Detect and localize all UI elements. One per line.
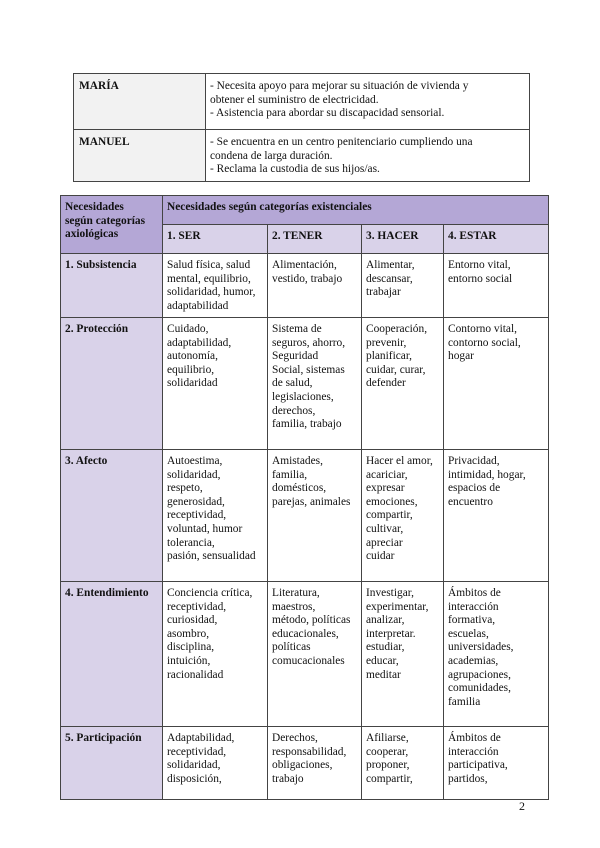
existential-group-header: Necesidades según categorías existenciales — [163, 196, 549, 225]
matrix-header-row — [61, 196, 549, 225]
matrix-cell-line: contorno social, — [448, 336, 521, 349]
matrix-cell-line: racionalidad — [167, 668, 224, 681]
matrix-row-label: 4. Entendimiento — [61, 582, 163, 727]
matrix-cell-line: equilibrio, — [167, 363, 215, 376]
matrix-cell-line: experimentar, — [366, 600, 429, 613]
column-header-ser: 1. SER — [163, 225, 268, 254]
matrix-cell-line: solidaridad, humor, — [167, 286, 256, 299]
matrix-cell-line: interpretar. — [366, 627, 416, 640]
matrix-cell-line: Adaptabilidad, — [167, 732, 235, 744]
matrix-cell-line: analizar, — [366, 614, 405, 627]
matrix-cell-line: meditar — [366, 668, 401, 681]
matrix-cell-line: Salud física, salud — [167, 259, 251, 271]
column-header-estar: 4. ESTAR — [444, 225, 549, 254]
matrix-cell-line: método, políticas — [272, 614, 351, 627]
matrix-cell — [163, 318, 268, 450]
matrix-cell-line: autonomía, — [167, 350, 218, 363]
matrix-cell-line: espacios de — [448, 482, 501, 495]
matrix-cell — [362, 254, 444, 318]
matrix-cell — [163, 450, 268, 582]
matrix-cell-line: maestros, — [272, 600, 316, 613]
case-description — [206, 130, 530, 182]
needs-matrix-table — [60, 195, 549, 800]
case-name: MANUEL — [74, 130, 206, 182]
matrix-cell-line: compartir, — [366, 772, 413, 785]
matrix-cell — [444, 727, 549, 800]
matrix-cell-line: comucacionales — [272, 654, 345, 667]
matrix-corner-header — [61, 196, 163, 254]
matrix-cell-line: familia, — [272, 468, 308, 481]
page-number: 2 — [519, 799, 525, 813]
matrix-cell-line: academias, — [448, 654, 499, 667]
matrix-cell-line: universidades, — [448, 641, 514, 654]
matrix-cell-line: receptividad, — [167, 745, 227, 758]
matrix-cell-line: educar, — [366, 654, 399, 667]
matrix-cell-line: acariciar, — [366, 468, 408, 481]
matrix-cell-line: emociones, — [366, 495, 418, 508]
matrix-cell-line: solidaridad, — [167, 759, 221, 772]
corner-line: axiológicas — [65, 228, 119, 241]
matrix-cell-line: partidos, — [448, 772, 488, 785]
matrix-cell-line: estudiar, — [366, 641, 405, 654]
matrix-cell-line: familia, trabajo — [272, 418, 342, 431]
matrix-cell — [444, 450, 549, 582]
matrix-cell — [163, 254, 268, 318]
matrix-cell-line: defender — [366, 377, 406, 390]
matrix-cell-line: asombro, — [167, 627, 210, 640]
matrix-cell-line: cooperar, — [366, 745, 409, 758]
matrix-cell — [444, 582, 549, 727]
matrix-cell-line: interacción — [448, 600, 499, 613]
matrix-cell-line: disciplina, — [167, 641, 215, 654]
matrix-cell-line: comunidades, — [448, 682, 511, 695]
matrix-cell-line: curiosidad, — [167, 614, 218, 627]
matrix-cell-line: Hacer el amor, — [366, 455, 433, 467]
column-header-tener: 2. TENER — [268, 225, 362, 254]
matrix-cell-line: Seguridad — [272, 350, 319, 363]
matrix-cell-line: respeto, — [167, 482, 203, 495]
matrix-cell-line: obligaciones, — [272, 759, 333, 772]
matrix-cell-line: pasión, sensualidad — [167, 550, 256, 563]
matrix-cell — [444, 318, 549, 450]
matrix-cell-line: expresar — [366, 482, 405, 495]
matrix-cell-line: trabajo — [272, 772, 304, 785]
matrix-cell-line: generosidad, — [167, 495, 225, 508]
matrix-cell-line: cuidar — [366, 550, 395, 563]
matrix-cell-line: Sistema de — [272, 323, 322, 335]
matrix-cell — [268, 727, 362, 800]
case-row — [74, 74, 530, 130]
case-description — [206, 74, 530, 130]
matrix-cell — [163, 727, 268, 800]
matrix-cell-line: educacionales, — [272, 627, 339, 640]
matrix-cell-line: Conciencia crítica, — [167, 587, 253, 599]
matrix-cell-line: legislaciones, — [272, 390, 334, 403]
case-description-line: - Necesita apoyo para mejorar su situación de vivienda y — [210, 80, 469, 92]
matrix-cell-line: Contorno vital, — [448, 323, 517, 335]
matrix-cell-line: adaptabilidad, — [167, 336, 232, 349]
matrix-cell — [268, 318, 362, 450]
case-description-line: - Reclama la custodia de sus hijos/as. — [210, 163, 380, 176]
matrix-cell-line: seguros, ahorro, — [272, 336, 346, 349]
matrix-cell-line: adaptabilidad — [167, 299, 229, 312]
case-table — [73, 73, 530, 182]
matrix-cell-line: encuentro — [448, 495, 493, 508]
matrix-cell-line: domésticos, — [272, 482, 327, 495]
matrix-cell-line: formativa, — [448, 614, 496, 627]
matrix-cell — [268, 582, 362, 727]
matrix-cell-line: Social, sistemas — [272, 363, 345, 376]
matrix-cell-line: mental, equilibrio, — [167, 272, 251, 285]
matrix-cell — [362, 450, 444, 582]
matrix-cell-line: Cuidado, — [167, 323, 209, 335]
matrix-cell-line: voluntad, humor — [167, 522, 243, 535]
matrix-cell-line: responsabilidad, — [272, 745, 347, 758]
matrix-cell-line: proponer, — [366, 759, 410, 772]
matrix-cell-line: Privacidad, — [448, 455, 500, 467]
case-description-line: condena de larga duración. — [210, 149, 333, 162]
matrix-cell-line: trabajar — [366, 286, 401, 299]
case-description-line: - Se encuentra en un centro penitenciario cumpliendo una — [210, 136, 473, 148]
matrix-cell — [268, 254, 362, 318]
matrix-cell-line: agrupaciones, — [448, 668, 511, 681]
matrix-cell-line: Literatura, — [272, 587, 320, 599]
matrix-cell-line: entorno social — [448, 272, 513, 285]
matrix-cell-line: Cooperación, — [366, 323, 428, 335]
matrix-cell-line: prevenir, — [366, 336, 407, 349]
matrix-cell-line: interacción — [448, 745, 499, 758]
matrix-row-label: 5. Participación — [61, 727, 163, 800]
matrix-cell-line: compartir, — [366, 509, 413, 522]
case-description-line: obtener el suministro de electricidad. — [210, 93, 379, 106]
matrix-cell-line: Alimentar, — [366, 259, 415, 271]
matrix-cell-line: escuelas, — [448, 627, 489, 640]
corner-line: según categorías — [65, 214, 146, 227]
matrix-cell-line: Alimentación, — [272, 259, 337, 271]
case-name: MARÍA — [74, 74, 206, 130]
matrix-cell-line: intimidad, hogar, — [448, 468, 526, 481]
matrix-cell-line: Afiliarse, — [366, 732, 409, 744]
matrix-cell-line: planificar, — [366, 350, 413, 363]
matrix-cell-line: Derechos, — [272, 732, 318, 744]
matrix-row — [61, 450, 549, 582]
matrix-cell-line: apreciar — [366, 536, 403, 549]
matrix-cell-line: derechos, — [272, 404, 316, 417]
matrix-cell-line: de salud, — [272, 377, 313, 390]
matrix-cell-line: cuidar, curar, — [366, 363, 426, 376]
matrix-cell — [362, 318, 444, 450]
corner-line: Necesidades — [65, 201, 124, 213]
matrix-cell-line: solidaridad, — [167, 468, 221, 481]
matrix-cell — [362, 582, 444, 727]
matrix-cell-line: Ámbitos de — [448, 587, 501, 599]
matrix-cell-line: familia — [448, 695, 481, 708]
matrix-row — [61, 254, 549, 318]
matrix-cell-line: descansar, — [366, 272, 413, 285]
matrix-row — [61, 727, 549, 800]
matrix-cell-line: cultivar, — [366, 522, 404, 535]
matrix-cell-line: receptividad, — [167, 600, 227, 613]
matrix-row-label: 1. Subsistencia — [61, 254, 163, 318]
matrix-cell-line: hogar — [448, 350, 474, 363]
matrix-cell — [362, 727, 444, 800]
matrix-cell-line: disposición, — [167, 772, 222, 785]
matrix-cell-line: vestido, trabajo — [272, 272, 343, 285]
matrix-cell — [268, 450, 362, 582]
matrix-row-label: 3. Afecto — [61, 450, 163, 582]
case-row — [74, 130, 530, 182]
matrix-cell-line: solidaridad — [167, 377, 218, 390]
matrix-cell — [444, 254, 549, 318]
case-description-line: - Asistencia para abordar su discapacidad sensorial. — [210, 107, 445, 120]
matrix-cell-line: participativa, — [448, 759, 508, 772]
column-header-hacer: 3. HACER — [362, 225, 444, 254]
matrix-cell-line: parejas, animales — [272, 495, 351, 508]
matrix-row-label: 2. Protección — [61, 318, 163, 450]
matrix-cell-line: intuición, — [167, 654, 211, 667]
matrix-cell-line: tolerancia, — [167, 536, 215, 549]
matrix-cell-line: receptividad, — [167, 509, 227, 522]
matrix-cell-line: políticas — [272, 641, 311, 654]
matrix-cell — [163, 582, 268, 727]
matrix-cell-line: Amistades, — [272, 455, 323, 467]
matrix-row — [61, 582, 549, 727]
matrix-cell-line: Entorno vital, — [448, 259, 511, 271]
matrix-cell-line: Ámbitos de — [448, 732, 501, 744]
matrix-cell-line: Investigar, — [366, 587, 414, 599]
matrix-cell-line: Autoestima, — [167, 455, 223, 467]
matrix-row — [61, 318, 549, 450]
